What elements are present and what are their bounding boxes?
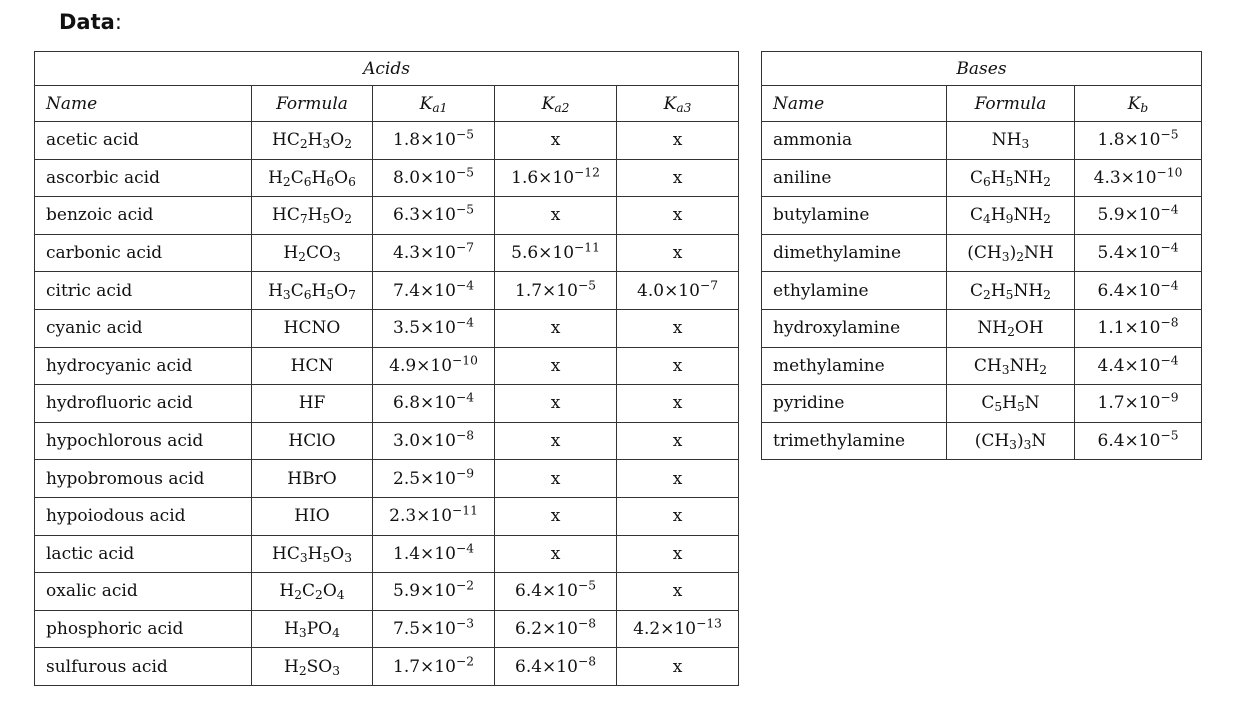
base-name: trimethylamine	[762, 422, 947, 460]
bases-header-kb: $K_b$	[1075, 86, 1202, 122]
base-kb-value: $6.4\times 10^{-4}$	[1075, 272, 1202, 310]
acids-header-ka3: $K_{a3}$	[617, 86, 739, 122]
acids-header-formula: Formula	[252, 86, 373, 122]
acid-ka1-value: $2.3\times 10^{-11}$	[373, 497, 495, 535]
acid-ka3-value: $4.0\times 10^{-7}$	[617, 272, 739, 310]
acids-table	[34, 51, 739, 686]
acid-ka1-value: $2.5\times 10^{-9}$	[373, 460, 495, 498]
acids-table-body	[35, 122, 739, 686]
acid-ka1-value: $4.9\times 10^{-10}$	[373, 347, 495, 385]
acid-name: carbonic acid	[35, 234, 252, 272]
table-row	[762, 234, 1202, 272]
base-name: ammonia	[762, 122, 947, 160]
acid-ka3-value: x	[617, 309, 739, 347]
acid-name: hypochlorous acid	[35, 422, 252, 460]
acid-ka1-value: $6.3\times 10^{-5}$	[373, 197, 495, 235]
acid-ka1-value: $8.0\times 10^{-5}$	[373, 159, 495, 197]
acid-name: benzoic acid	[35, 197, 252, 235]
acid-ka2-value: $6.4\times 10^{-8}$	[495, 648, 617, 686]
acid-formula: HCNO	[252, 309, 373, 347]
base-formula: $NH_3$	[947, 122, 1075, 160]
base-formula: $C_5H_5N$	[947, 385, 1075, 423]
acid-name: citric acid	[35, 272, 252, 310]
table-row	[35, 234, 739, 272]
table-row	[762, 347, 1202, 385]
bases-title: Bases	[762, 52, 1202, 86]
acid-ka2-value: $6.4\times 10^{-5}$	[495, 573, 617, 611]
data-heading-label: Data	[59, 10, 115, 34]
acid-ka2-value: x	[495, 497, 617, 535]
acid-name: ascorbic acid	[35, 159, 252, 197]
acid-ka3-value: x	[617, 122, 739, 160]
base-formula: $C_6H_5NH_2$	[947, 159, 1075, 197]
table-row	[762, 197, 1202, 235]
acid-ka1-value: $5.9\times 10^{-2}$	[373, 573, 495, 611]
acid-ka2-value: x	[495, 197, 617, 235]
acids-header-ka2: $K_{a2}$	[495, 86, 617, 122]
acid-ka2-value: $5.6\times 10^{-11}$	[495, 234, 617, 272]
acid-name: cyanic acid	[35, 309, 252, 347]
table-row	[35, 422, 739, 460]
acid-ka3-value: x	[617, 497, 739, 535]
base-formula: $CH_3NH_2$	[947, 347, 1075, 385]
acid-formula: $H_2CO_3$	[252, 234, 373, 272]
bases-header-name: Name	[762, 86, 947, 122]
acid-name: lactic acid	[35, 535, 252, 573]
base-name: pyridine	[762, 385, 947, 423]
acid-formula: $H_2C_2O_4$	[252, 573, 373, 611]
data-heading	[59, 10, 122, 34]
table-row	[762, 385, 1202, 423]
acid-name: hypobromous acid	[35, 460, 252, 498]
table-row	[35, 648, 739, 686]
acid-formula: $HC_7H_5O_2$	[252, 197, 373, 235]
base-formula: $NH_2OH$	[947, 309, 1075, 347]
acid-formula: $HC_2H_3O_2$	[252, 122, 373, 160]
acid-ka3-value: $4.2\times 10^{-13}$	[617, 610, 739, 648]
acid-ka3-value: x	[617, 159, 739, 197]
acid-ka3-value: x	[617, 573, 739, 611]
acid-name: hydrofluoric acid	[35, 385, 252, 423]
acid-name: hydrocyanic acid	[35, 347, 252, 385]
acid-ka2-value: x	[495, 385, 617, 423]
base-kb-value: $5.4\times 10^{-4}$	[1075, 234, 1202, 272]
acid-ka1-value: $3.0\times 10^{-8}$	[373, 422, 495, 460]
base-name: butylamine	[762, 197, 947, 235]
table-row	[35, 309, 739, 347]
table-row	[762, 272, 1202, 310]
acid-formula: $H_2C_6H_6O_6$	[252, 159, 373, 197]
table-row	[35, 497, 739, 535]
acid-ka2-value: x	[495, 535, 617, 573]
table-row	[35, 573, 739, 611]
base-kb-value: $1.8\times 10^{-5}$	[1075, 122, 1202, 160]
acid-ka1-value: $1.4\times 10^{-4}$	[373, 535, 495, 573]
acids-header-name: Name	[35, 86, 252, 122]
acid-ka2-value: $1.7\times 10^{-5}$	[495, 272, 617, 310]
base-kb-value: $4.3\times 10^{-10}$	[1075, 159, 1202, 197]
acid-formula: HCN	[252, 347, 373, 385]
acid-ka1-value: $3.5\times 10^{-4}$	[373, 309, 495, 347]
acid-ka2-value: x	[495, 460, 617, 498]
base-formula: $C_2H_5NH_2$	[947, 272, 1075, 310]
acid-formula: $HC_3H_5O_3$	[252, 535, 373, 573]
acid-ka1-value: $6.8\times 10^{-4}$	[373, 385, 495, 423]
base-formula: $(CH_3)_2NH$	[947, 234, 1075, 272]
base-formula: $(CH_3)_3N$	[947, 422, 1075, 460]
table-row	[762, 159, 1202, 197]
acid-ka2-value: x	[495, 309, 617, 347]
table-row	[35, 347, 739, 385]
table-row	[35, 385, 739, 423]
acid-ka3-value: x	[617, 385, 739, 423]
bases-table	[761, 51, 1202, 460]
table-row	[762, 309, 1202, 347]
acid-ka1-value: $1.8\times 10^{-5}$	[373, 122, 495, 160]
table-row	[35, 610, 739, 648]
table-row	[35, 159, 739, 197]
acid-ka1-value: $7.5\times 10^{-3}$	[373, 610, 495, 648]
base-name: ethylamine	[762, 272, 947, 310]
table-row	[35, 460, 739, 498]
bases-table-body	[762, 122, 1202, 460]
acid-formula: $H_2SO_3$	[252, 648, 373, 686]
acid-ka3-value: x	[617, 535, 739, 573]
base-formula: $C_4H_9NH_2$	[947, 197, 1075, 235]
acids-title: Acids	[35, 52, 739, 86]
acid-name: oxalic acid	[35, 573, 252, 611]
acids-header-ka1: $K_{a1}$	[373, 86, 495, 122]
acid-name: sulfurous acid	[35, 648, 252, 686]
acid-formula: HF	[252, 385, 373, 423]
data-heading-colon: :	[114, 10, 122, 34]
acid-ka3-value: x	[617, 197, 739, 235]
acid-ka3-value: x	[617, 347, 739, 385]
acid-ka3-value: x	[617, 422, 739, 460]
acid-ka2-value: x	[495, 347, 617, 385]
table-row	[35, 122, 739, 160]
base-name: hydroxylamine	[762, 309, 947, 347]
acid-formula: $H_3PO_4$	[252, 610, 373, 648]
acid-formula: $H_3C_6H_5O_7$	[252, 272, 373, 310]
acid-ka3-value: x	[617, 234, 739, 272]
acid-ka2-value: x	[495, 122, 617, 160]
acid-name: hypoiodous acid	[35, 497, 252, 535]
table-row	[35, 272, 739, 310]
table-row	[35, 197, 739, 235]
base-kb-value: $4.4\times 10^{-4}$	[1075, 347, 1202, 385]
base-kb-value: $6.4\times 10^{-5}$	[1075, 422, 1202, 460]
base-kb-value: $1.7\times 10^{-9}$	[1075, 385, 1202, 423]
acid-ka1-value: $4.3\times 10^{-7}$	[373, 234, 495, 272]
acid-formula: HClO	[252, 422, 373, 460]
acid-ka2-value: x	[495, 422, 617, 460]
bases-header-formula: Formula	[947, 86, 1075, 122]
base-name: dimethylamine	[762, 234, 947, 272]
acid-ka2-value: $6.2\times 10^{-8}$	[495, 610, 617, 648]
base-kb-value: $5.9\times 10^{-4}$	[1075, 197, 1202, 235]
acid-ka3-value: x	[617, 648, 739, 686]
acid-ka1-value: $7.4\times 10^{-4}$	[373, 272, 495, 310]
acid-formula: HIO	[252, 497, 373, 535]
acid-ka2-value: $1.6\times 10^{-12}$	[495, 159, 617, 197]
acid-ka3-value: x	[617, 460, 739, 498]
table-row	[762, 422, 1202, 460]
acid-name: acetic acid	[35, 122, 252, 160]
base-name: methylamine	[762, 347, 947, 385]
base-name: aniline	[762, 159, 947, 197]
table-row	[762, 122, 1202, 160]
acid-name: phosphoric acid	[35, 610, 252, 648]
base-kb-value: $1.1\times 10^{-8}$	[1075, 309, 1202, 347]
acid-ka1-value: $1.7\times 10^{-2}$	[373, 648, 495, 686]
acid-formula: HBrO	[252, 460, 373, 498]
table-row	[35, 535, 739, 573]
